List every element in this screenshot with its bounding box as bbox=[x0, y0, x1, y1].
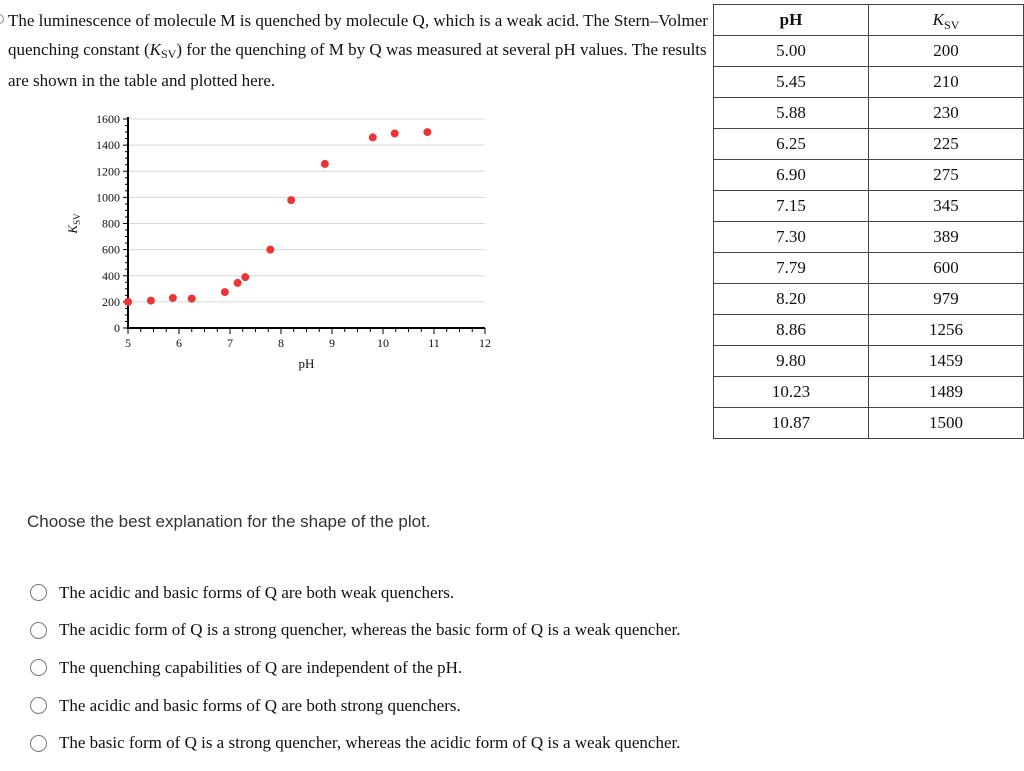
ksv-data-table bbox=[713, 4, 1024, 439]
cell-ph: 9.80 bbox=[714, 346, 869, 377]
data-point bbox=[321, 160, 329, 168]
cell-ph: 7.15 bbox=[714, 191, 869, 222]
cell-ksv: 600 bbox=[869, 253, 1024, 284]
radio-button-icon[interactable] bbox=[30, 584, 47, 601]
x-tick-label: 6 bbox=[176, 336, 182, 350]
table-row bbox=[714, 222, 1024, 253]
cell-ph: 6.90 bbox=[714, 160, 869, 191]
data-point bbox=[266, 246, 274, 254]
cell-ksv: 979 bbox=[869, 284, 1024, 315]
x-tick-label: 7 bbox=[227, 336, 233, 350]
answer-option-label: The basic form of Q is a strong quencher, whereas the acidic form of Q is a weak quencher. bbox=[59, 733, 681, 753]
table-row bbox=[714, 98, 1024, 129]
radio-button-icon[interactable] bbox=[30, 659, 47, 676]
table-row bbox=[714, 36, 1024, 67]
cell-ksv: 1489 bbox=[869, 377, 1024, 408]
answer-option-5[interactable] bbox=[30, 724, 680, 762]
data-point bbox=[369, 133, 377, 141]
cell-ph: 5.00 bbox=[714, 36, 869, 67]
question-prompt: Choose the best explanation for the shape of the plot. bbox=[27, 512, 431, 531]
x-tick-label: 11 bbox=[428, 336, 440, 350]
cell-ksv: 1459 bbox=[869, 346, 1024, 377]
data-point bbox=[147, 297, 155, 305]
cell-ksv: 275 bbox=[869, 160, 1024, 191]
table-row bbox=[714, 346, 1024, 377]
table-row bbox=[714, 377, 1024, 408]
answer-option-label: The acidic form of Q is a strong quencher, whereas the basic form of Q is a weak quencher. bbox=[59, 620, 681, 640]
header-ph: pH bbox=[714, 5, 869, 36]
k-symbol: K bbox=[149, 40, 161, 59]
header-k-sub: SV bbox=[944, 18, 960, 32]
table-row bbox=[714, 315, 1024, 346]
header-ksv bbox=[869, 5, 1024, 36]
y-axis-label-sub: SV bbox=[72, 213, 82, 225]
x-tick-label: 5 bbox=[125, 336, 131, 350]
cell-ph: 7.30 bbox=[714, 222, 869, 253]
y-tick-label: 1200 bbox=[96, 164, 120, 179]
y-tick-label: 1000 bbox=[96, 190, 120, 205]
answer-option-2[interactable] bbox=[30, 612, 680, 650]
table-row bbox=[714, 284, 1024, 315]
table-body bbox=[714, 36, 1024, 439]
data-point bbox=[391, 129, 399, 137]
y-tick-label: 1400 bbox=[96, 138, 120, 153]
x-tick-label: 10 bbox=[377, 336, 389, 350]
y-axis-label: $K_{SV}$ bbox=[65, 213, 82, 234]
y-tick-label: 800 bbox=[102, 216, 120, 231]
radio-button-icon[interactable] bbox=[30, 697, 47, 714]
x-tick-label: 9 bbox=[329, 336, 335, 350]
cell-ksv: 1500 bbox=[869, 408, 1024, 439]
table-row bbox=[714, 67, 1024, 98]
answer-option-label: The quenching capabilities of Q are independent of the pH. bbox=[59, 657, 463, 677]
data-point bbox=[221, 288, 229, 296]
cell-ksv: 230 bbox=[869, 98, 1024, 129]
answer-option-1[interactable] bbox=[30, 574, 680, 612]
x-axis-label: pH bbox=[298, 356, 315, 371]
x-tick-label: 8 bbox=[278, 336, 284, 350]
cell-ph: 6.25 bbox=[714, 129, 869, 160]
y-tick-label: 1600 bbox=[96, 112, 120, 126]
y-tick-label: 400 bbox=[102, 268, 120, 283]
cell-ksv: 389 bbox=[869, 222, 1024, 253]
intro-text-2: ) for the quenching of M by Q was measured at several pH values. The results are shown in the table and plotted here. bbox=[8, 40, 707, 90]
cell-ph: 5.45 bbox=[714, 67, 869, 98]
table-row bbox=[714, 129, 1024, 160]
cell-ph: 7.79 bbox=[714, 253, 869, 284]
answer-options bbox=[30, 574, 680, 762]
data-point bbox=[234, 279, 242, 287]
cell-ksv: 345 bbox=[869, 191, 1024, 222]
table-row bbox=[714, 160, 1024, 191]
table-header-row bbox=[714, 5, 1024, 36]
k-subscript: SV bbox=[160, 47, 177, 61]
y-tick-label: 0 bbox=[114, 321, 120, 335]
cell-ph: 10.87 bbox=[714, 408, 869, 439]
answer-option-4[interactable] bbox=[30, 687, 680, 725]
cell-ksv: 210 bbox=[869, 67, 1024, 98]
intro-text-1: The luminescence of molecule M is quenched by molecule Q, which is a weak acid. The Stern–Volmer quenching constant ( bbox=[8, 11, 708, 59]
answer-option-label: The acidic and basic forms of Q are both strong quenchers. bbox=[59, 695, 461, 715]
ksv-vs-ph-chart bbox=[55, 105, 495, 380]
table-row bbox=[714, 253, 1024, 284]
cell-ph: 10.23 bbox=[714, 377, 869, 408]
cell-ksv: 225 bbox=[869, 129, 1024, 160]
data-point bbox=[124, 298, 132, 306]
x-tick-label: 12 bbox=[479, 336, 491, 350]
data-point bbox=[188, 295, 196, 303]
data-point bbox=[287, 196, 295, 204]
cell-ph: 8.20 bbox=[714, 284, 869, 315]
answer-option-label: The acidic and basic forms of Q are both weak quenchers. bbox=[59, 582, 455, 602]
answer-option-3[interactable] bbox=[30, 649, 680, 687]
table-row bbox=[714, 191, 1024, 222]
radio-button-icon[interactable] bbox=[30, 622, 47, 639]
cell-ksv: 1256 bbox=[869, 315, 1024, 346]
y-tick-label: 600 bbox=[102, 242, 120, 257]
y-tick-label: 200 bbox=[102, 294, 120, 309]
radio-button-icon[interactable] bbox=[30, 735, 47, 752]
cell-ph: 5.88 bbox=[714, 98, 869, 129]
table-row bbox=[714, 408, 1024, 439]
problem-statement bbox=[8, 6, 708, 95]
data-point bbox=[169, 294, 177, 302]
cell-ksv: 200 bbox=[869, 36, 1024, 67]
header-k: K bbox=[932, 10, 945, 29]
question-marker-icon bbox=[0, 14, 4, 24]
cell-ph: 8.86 bbox=[714, 315, 869, 346]
data-point bbox=[241, 273, 249, 281]
data-point bbox=[423, 128, 431, 136]
